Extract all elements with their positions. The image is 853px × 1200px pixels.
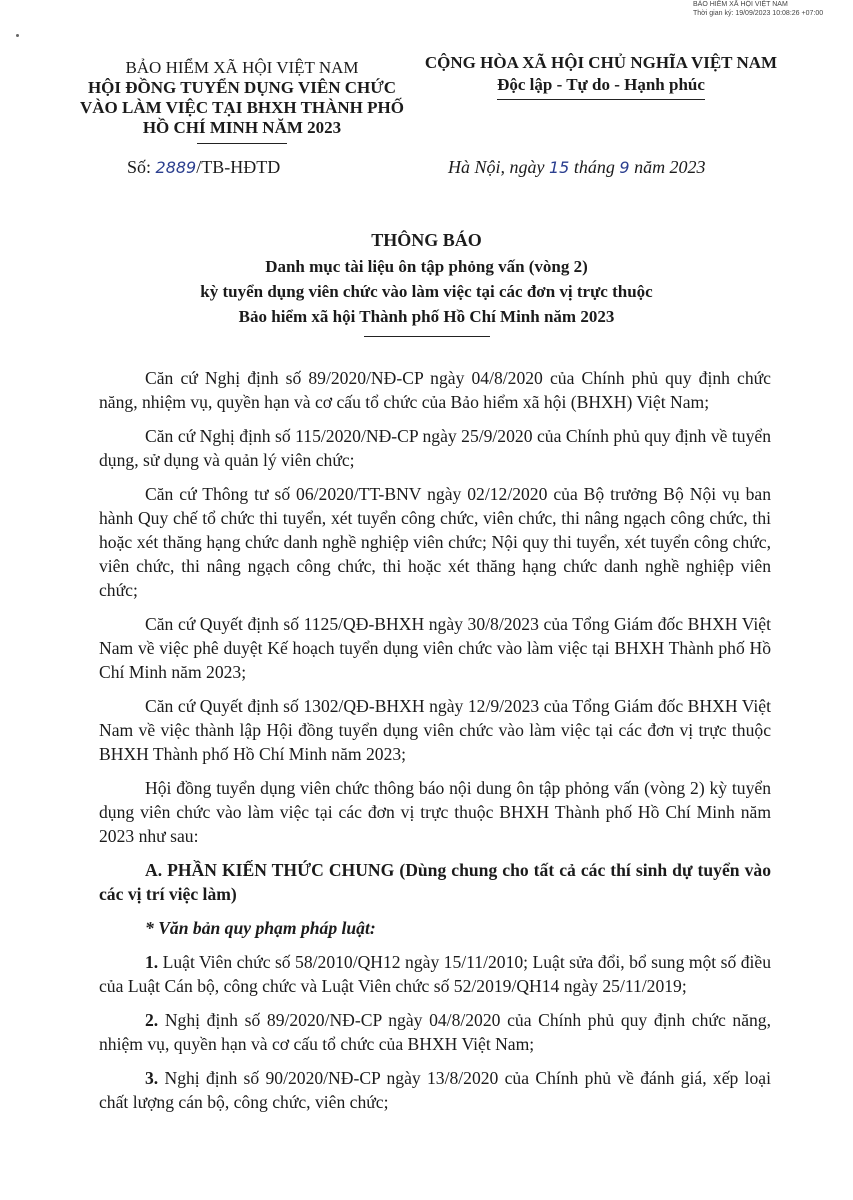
legal-basis-5: Căn cứ Quyết định số 1302/QĐ-BHXH ngày 12/9/2023 của Tổng Giám đốc BHXH Việt Nam về việc thành lập Hội đồng tuyển dụng viên chức vào làm việc tại các đơn vị trực thuộc BHXH Thành phố Hồ Chí Minh năm 2023; (99, 696, 771, 764)
stamp-line-1: BẢO HIỂM XÃ HỘI VIỆT NAM (693, 1, 788, 8)
legal-basis-2: Căn cứ Nghị định số 115/2020/NĐ-CP ngày 25/9/2020 của Chính phủ quy định về tuyển dụng, sử dụng và quản lý viên chức; (99, 426, 771, 470)
national-header (396, 52, 806, 100)
legal-basis-3: Căn cứ Thông tư số 06/2020/TT-BNV ngày 02/12/2020 của Bộ trưởng Bộ Nội vụ ban hành Quy chế tổ chức thi tuyển, xét tuyển công chức, viên chức, thi nâng ngạch công chức, thi hoặc xét thăng hạng chức danh nghề nghiệp viên chức; Nội quy thi tuyển, xét tuyển công chức, viên chức, thi nâng ngạch công chức, thi hoặc xét thăng hạng chức danh nghề nghiệp viên chức; (99, 484, 771, 600)
item-text: Nghị định số 90/2020/NĐ-CP ngày 13/8/2020 của Chính phủ về đánh giá, xếp loại chất lượng cán bộ, công chức, viên chức; (99, 1068, 771, 1112)
item-text: Luật Viên chức số 58/2010/QH12 ngày 15/11/2010; Luật sửa đổi, bổ sung một số điều của Luật Cán bộ, công chức và Luật Viên chức số 52/2019/QH14 ngày 25/11/2019; (99, 952, 771, 996)
item-number: 3. (145, 1068, 159, 1088)
item-text: Nghị định số 89/2020/NĐ-CP ngày 04/8/2020 của Chính phủ quy định chức năng, nhiệm vụ, quyền hạn và cơ cấu tổ chức của BHXH Việt Nam; (99, 1010, 771, 1054)
date-place: Hà Nội, ngày (448, 157, 549, 177)
legal-basis-4: Căn cứ Quyết định số 1125/QĐ-BHXH ngày 30/8/2023 của Tổng Giám đốc BHXH Việt Nam về việc phê duyệt Kế hoạch tuyển dụng viên chức vào làm việc tại BHXH Thành phố Hồ Chí Minh năm 2023; (99, 614, 771, 682)
list-item (99, 1066, 771, 1114)
section-a-heading: A. PHẦN KIẾN THỨC CHUNG (Dùng chung cho tất cả các thí sinh dự tuyển vào các vị trí việc làm) (99, 860, 771, 904)
handwritten-month: 9 (619, 158, 630, 177)
agency-name: BẢO HIỂM XÃ HỘI VIỆT NAM (125, 58, 359, 77)
stamp-line-2: Thời gian ký: 19/09/2023 10:08:26 +07:00 (693, 10, 824, 17)
date-year: năm 2023 (629, 157, 706, 177)
handwritten-day: 15 (549, 158, 570, 177)
issue-date (448, 157, 706, 178)
list-item (99, 1008, 771, 1056)
date-month-label: tháng (569, 157, 620, 177)
item-number: 1. (145, 952, 159, 972)
title-line-2: kỳ tuyển dụng viên chức vào làm việc tại các đơn vị trực thuộc (200, 282, 653, 301)
handwritten-number: 2889 (155, 158, 197, 177)
ref-prefix: Số: (127, 157, 156, 177)
council-name-line-3: HỒ CHÍ MINH NĂM 2023 (142, 118, 342, 137)
ref-suffix: /TB-HĐTD (196, 157, 281, 177)
title-line-1: Danh mục tài liệu ôn tập phỏng vấn (vòng 2) (265, 257, 588, 276)
document-title (0, 226, 853, 337)
issuing-agency-header (62, 58, 422, 138)
title-underline (364, 336, 490, 337)
item-number: 2. (145, 1010, 159, 1030)
document-number (127, 157, 280, 178)
council-name-line-2: VÀO LÀM VIỆC TẠI BHXH THÀNH PHỐ (80, 98, 404, 117)
title-main: THÔNG BÁO (371, 230, 482, 250)
digital-signature-stamp (693, 0, 823, 18)
document-body (99, 366, 771, 1124)
header-underline (197, 143, 287, 144)
legal-basis-1: Căn cứ Nghị định số 89/2020/NĐ-CP ngày 04/8/2020 của Chính phủ quy định chức năng, nhiệm vụ, quyền hạn và cơ cấu tổ chức của Bảo hiểm xã hội (BHXH) Việt Nam; (99, 368, 771, 412)
council-name-line-1: HỘI ĐỒNG TUYỂN DỤNG VIÊN CHỨC (87, 78, 397, 97)
scan-speck (16, 34, 19, 37)
legal-documents-heading: * Văn bản quy phạm pháp luật: (145, 918, 376, 938)
list-item (99, 950, 771, 998)
title-line-3: Bảo hiểm xã hội Thành phố Hồ Chí Minh năm 2023 (238, 307, 615, 326)
announcement-intro: Hội đồng tuyển dụng viên chức thông báo nội dung ôn tập phỏng vấn (vòng 2) kỳ tuyển dụng viên chức vào làm việc tại các đơn vị trực thuộc BHXH Thành phố Hồ Chí Minh năm 2023 như sau: (99, 778, 771, 846)
national-motto: Độc lập - Tự do - Hạnh phúc (497, 74, 705, 100)
country-name: CỘNG HÒA XÃ HỘI CHỦ NGHĨA VIỆT NAM (424, 53, 778, 72)
